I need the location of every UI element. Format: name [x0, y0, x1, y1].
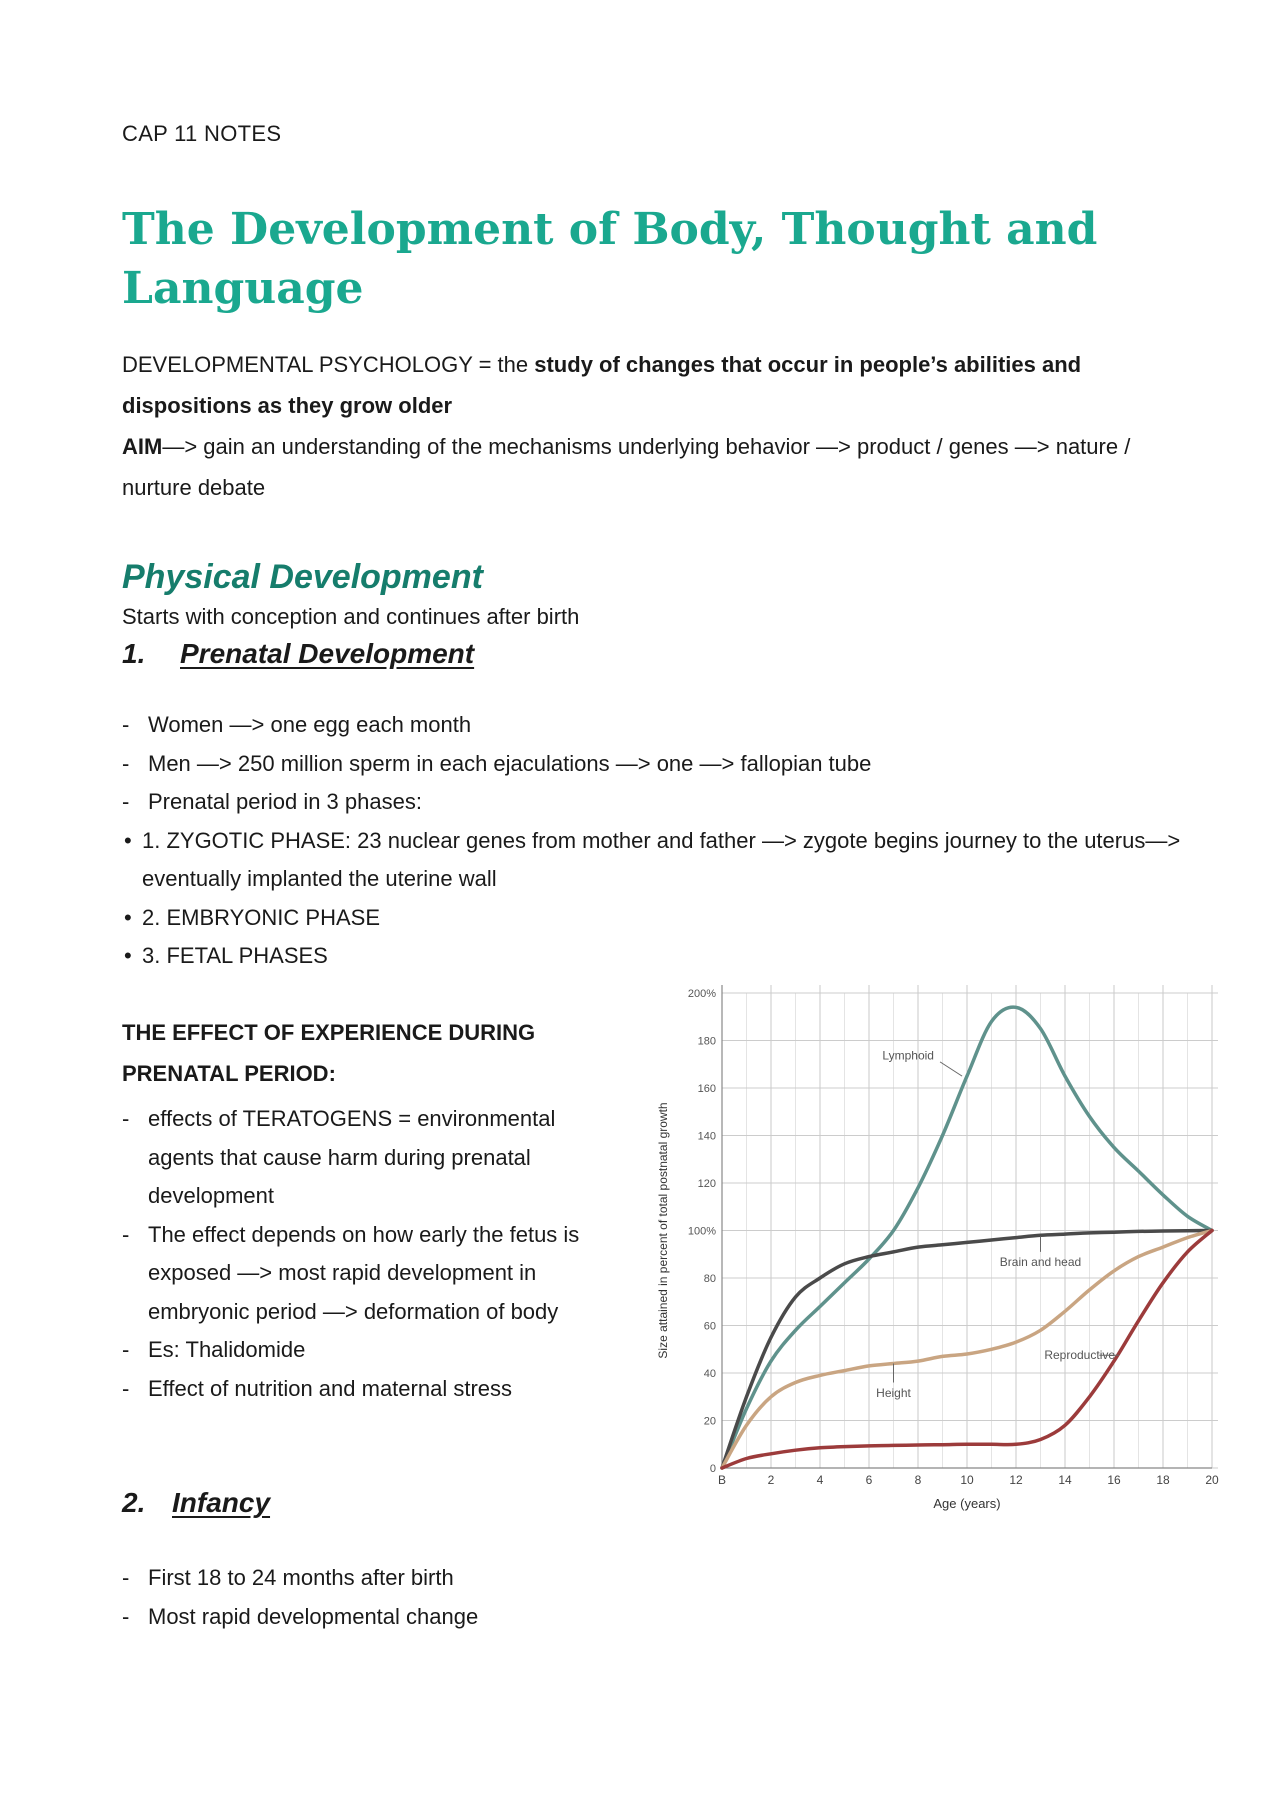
effect-heading: THE EFFECT OF EXPERIENCE DURING PRENATAL PERIOD: — [122, 1020, 536, 1086]
x-tick-label: 20 — [1205, 1473, 1219, 1487]
list-item: - Women —> one egg each month — [122, 706, 1192, 745]
aim-text: —> gain an understanding of the mechanisms underlying behavior —> product / genes —> nature / nurture debate — [122, 434, 1131, 500]
aim-paragraph — [122, 426, 1172, 508]
y-tick-label: 100% — [687, 1225, 716, 1238]
x-tick-label: 10 — [960, 1473, 974, 1487]
y-tick-label: 0 — [709, 1463, 716, 1475]
label-leader-line — [940, 1062, 962, 1076]
y-tick-label: 200% — [687, 988, 716, 1000]
aim-label: AIM — [122, 434, 163, 459]
definition-paragraph — [122, 344, 1172, 426]
effect-list — [122, 1100, 622, 1408]
subheading-infancy — [122, 1487, 270, 1519]
y-tick-label: 140 — [697, 1130, 716, 1143]
x-axis-title: Age (years) — [933, 1496, 1001, 1511]
y-tick-label: 120 — [697, 1178, 716, 1190]
subheading-label: Prenatal Development — [180, 638, 475, 669]
y-tick-label: 180 — [697, 1035, 716, 1048]
subheading-number: 1. — [122, 638, 146, 669]
growth-chart — [645, 970, 1225, 1520]
x-tick-label: 8 — [914, 1473, 922, 1487]
series-label: Lymphoid — [882, 1048, 934, 1063]
series-label: Brain and head — [999, 1255, 1082, 1270]
y-tick-label: 60 — [703, 1320, 716, 1333]
y-tick-label: 160 — [697, 1083, 716, 1095]
subheading-label: Infancy — [172, 1487, 271, 1518]
list-item: - Most rapid developmental change — [122, 1598, 822, 1637]
series-label: Reproductive — [1044, 1347, 1116, 1362]
y-tick-label: 20 — [703, 1415, 716, 1428]
y-tick-label: 80 — [703, 1273, 716, 1285]
x-tick-label: 16 — [1107, 1473, 1121, 1487]
list-item: - Es: Thalidomide — [122, 1331, 622, 1370]
infancy-list — [122, 1559, 822, 1636]
subheading-number: 2. — [122, 1487, 146, 1518]
x-tick-label: 2 — [767, 1473, 775, 1487]
y-tick-label: 40 — [703, 1368, 716, 1380]
x-tick-label: 6 — [865, 1473, 873, 1487]
phase-item: • 3. FETAL PHASES — [122, 937, 1192, 976]
x-tick-label: 14 — [1058, 1473, 1072, 1487]
x-tick-label: 4 — [816, 1473, 824, 1487]
list-item: - Men —> 250 million sperm in each ejaculations —> one —> fallopian tube — [122, 745, 1192, 784]
prenatal-list — [122, 706, 1192, 976]
page-kicker: CAP 11 NOTES — [122, 121, 282, 146]
list-item: - Effect of nutrition and maternal stress — [122, 1370, 622, 1409]
series-label: Height — [876, 1385, 911, 1400]
definition-term: DEVELOPMENTAL PSYCHOLOGY = the — [122, 352, 535, 377]
page-title: The Development of Body, Thought and Language — [122, 204, 1098, 314]
x-tick-label: 18 — [1156, 1473, 1170, 1487]
list-item: - First 18 to 24 months after birth — [122, 1559, 822, 1598]
section-subtitle: Starts with conception and continues after birth — [122, 604, 580, 629]
list-item: - effects of TERATOGENS = environmental agents that cause harm during prenatal development — [122, 1100, 622, 1216]
y-axis-title: Size attained in percent of total postnatal growth — [656, 1102, 670, 1359]
phase-item: • 1. ZYGOTIC PHASE: 23 nuclear genes from mother and father —> zygote begins journey to the uterus—> eventually implanted the uterine wall — [122, 822, 1192, 899]
x-tick-label: 12 — [1009, 1473, 1023, 1487]
list-item: - Prenatal period in 3 phases: — [122, 783, 1192, 822]
definition-bold: study of changes that occur in people’s abilities and dispositions as they grow older — [122, 352, 1082, 418]
phase-item: • 2. EMBRYONIC PHASE — [122, 899, 1192, 938]
section-heading-physical: Physical Development — [122, 558, 483, 596]
list-item: - The effect depends on how early the fetus is exposed —> most rapid development in embryonic period —> deformation of body — [122, 1216, 622, 1332]
subheading-prenatal — [122, 638, 474, 670]
x-tick-label: B — [717, 1473, 727, 1487]
